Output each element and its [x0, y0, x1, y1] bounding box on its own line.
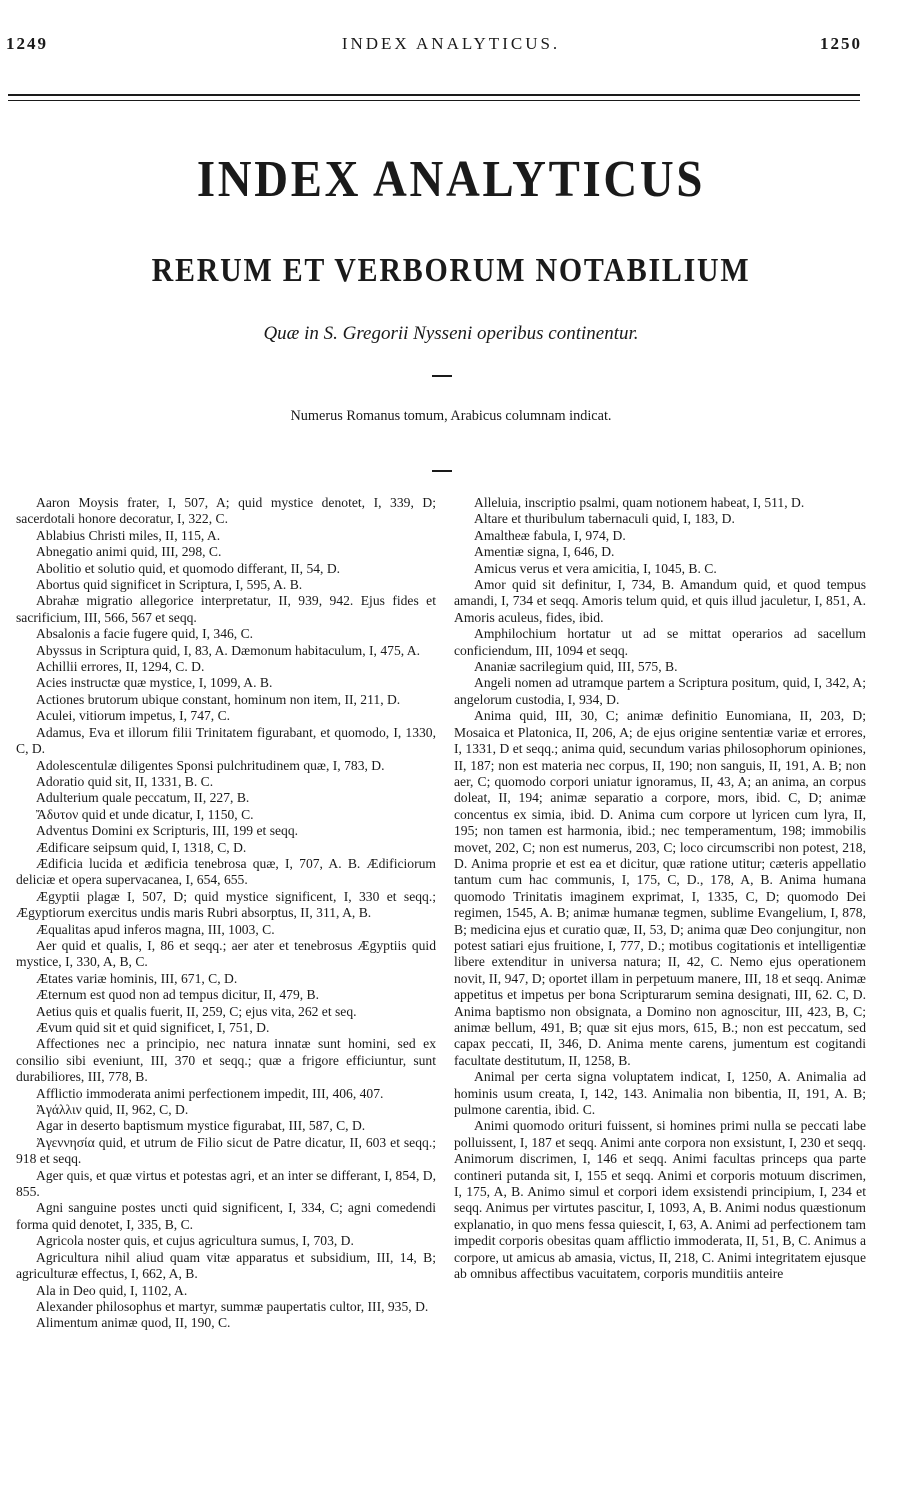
index-entry: Adolescentulæ diligentes Sponsi pulchritudinem quæ, I, 783, D.	[36, 757, 385, 773]
running-title: INDEX ANALYTICUS.	[341, 34, 561, 53]
index-entry: Absalonis a facie fugere quid, I, 346, C.	[36, 626, 254, 642]
index-entry: Ala in Deo quid, I, 1102, A.	[36, 1282, 188, 1298]
index-entry: Achillii errores, II, 1294, C. D.	[36, 659, 205, 675]
index-entry: Abrahæ migratio allegorice interpretatur, II, 939, 942. Ejus fides et sacrificium, III, 566, 567 et seqq.	[16, 593, 436, 625]
index-column-right	[454, 495, 866, 1490]
index-entry: Abyssus in Scriptura quid, I, 83, A. Dæmonum habitaculum, I, 475, A.	[36, 642, 421, 658]
header-rule	[8, 94, 860, 96]
index-entry: Alexander philosophus et martyr, summæ paupertatis cultor, III, 935, D.	[36, 1298, 429, 1314]
index-entry: Amentiæ signa, I, 646, D.	[474, 544, 615, 560]
index-entry: Amicus verus et vera amicitia, I, 1045, B. C.	[474, 560, 717, 576]
index-entry: Æternum est quod non ad tempus dicitur, II, 479, B.	[36, 987, 319, 1003]
index-entry: Affectiones nec a principio, nec natura innatæ sunt homini, sed ex consilio sibi eveniunt, III, 370 et seqq.; quæ a frigore efficiuntur, sunt durabiliores, III, 778, B.	[16, 1036, 436, 1085]
index-entry: Animi quomodo orituri fuissent, si homines primi nulla se peccati labe polluissent, I, 187 et seqq. Animi ante corpora non exsistunt, I, 230 et seqq. Animorum discrimen, I, 146 et seqq. Animi facultas princeps qua parte contineri putanda sit, I, 155 et seqq. Animi et corporis motuum discrimen, I, 175, A, B. Animo simul et corpori idem exsistendi principium, I, 234 et seqq. Animus per virtutes pascitur, I, 1093, A, B. Animi nodus quæstionum explanatio, in quo mens fessa quiescit, I, 63, A. Animi ad perfectionem tam impedit corporis obesitas quam afflictio immoderata, II, 51, B, C. Animus a corpore, ut amicus ab amasia, victus, II, 218, C. Animi integritatem ejusque ab omnibus affectibus vacuitatem, corporis munditiis anteire	[454, 1118, 866, 1282]
index-entry: Ager quis, et quæ virtus et potestas agri, et an inter se differant, I, 854, D, 855.	[16, 1167, 436, 1200]
index-entry: Ἀγάλλιν quid, II, 962, C, D.	[36, 1102, 189, 1118]
index-entry: Aetius quis et qualis fuerit, II, 259, C; ejus vita, 262 et seq.	[36, 1003, 357, 1019]
index-entry: Agricultura nihil aliud quam vitæ apparatus et subsidium, III, 14, B; agriculturæ effectus, I, 662, A, B.	[16, 1249, 436, 1282]
index-entry: Acies instructæ quæ mystice, I, 1099, A. B.	[36, 675, 273, 691]
index-entry: Anima quid, III, 30, C; animæ definitio Eunomiana, II, 203, D; Mosaica et Platonica, II, 206, A; de ejus origine sententiæ variæ et errores, I, 1331, D et seqq.; anima quid, secundum varias philosophorum opiniones, II, 187; non est materia nec corpus, II, 190; non sanguis, II, 191, A. B; non aer, C; quomodo corpori uniatur ignoramus, II, 43, A; an anima, an corpus doleat, II, 194; animæ separatio a corpore, mors, ibid. C, D; animæ concentus ex simia, ibid. D. Anima cum corpore ut lyricen cum lyra, II, 195; non tamen est harmonia, ibid.; nec temperamentum, 198; immobilis movet, 202, C; non est numerus, 203, C; loco circumscribi non potest, 218, D. Anima proprie et est ea et dicitur, quæ ratione utitur; cæteris appellatio tantum cum hac communis, I, 175, C, D., 178, A, B. Anima humana quomodo Trinitatis imaginem exprimat, I, 1335, C, D; quomodo Dei regimen, 1545, A. B; animæ humanæ tegmen, sublime Evangelium, I, 878, B; medicina ejus et curatio quæ, II, 53, D; anima quæ Deo conjungitur, non potest satiari ejus fruitione, I, 777, D.; motibus cogitationis et intelligentiæ libere extenditur in universa natura; II, 42, C. Nemo ejus operationem novit, II, 947, D; oportet illam in perpetuum manere, III, 18 et seqq. Animæ appetitus et impetus per bona Scripturarum semina designati, III, 62. C, D. Anima baptismo non obsignata, a Domino non agnoscitur, III, 423, B, C; animæ bellum, 491, B; quæ sit ejus mors, 615, B.; non est peccatum, sed capax peccati, II, 346, D. Anima mente carens, jumentum est cogitandi facultate destitutum, II, 1258, B.	[454, 708, 866, 1068]
index-entry: Ἄδυτον quid et unde dicatur, I, 1150, C.	[36, 806, 254, 822]
index-entry: Adventus Domini ex Scripturis, III, 199 et seqq.	[36, 823, 299, 839]
italic-subheading: Quæ in S. Gregorii Nysseni operibus continentur.	[263, 323, 639, 344]
index-entry: Ædificia lucida et ædificia tenebrosa quæ, I, 707, A. B. Ædificiorum deliciæ et opera supervacanea, I, 654, 655.	[16, 855, 436, 888]
index-entry: Ævum quid sit et quid significet, I, 751, D.	[36, 1020, 270, 1035]
index-entry: Ægyptii plagæ I, 507, D; quid mystice significent, I, 330 et seqq.; Ægyptiorum exercitus undis maris Rubri absorptus, II, 311, A, B.	[16, 888, 436, 921]
divider-dash	[432, 470, 452, 472]
index-entry: Angeli nomen ad utramque partem a Scriptura positum, quid, I, 342, A; angelorum custodia, I, 934, D.	[454, 675, 866, 707]
divider-dash	[432, 375, 452, 377]
index-entry: Ædificare seipsum quid, I, 1318, C, D.	[36, 839, 247, 855]
index-column-left	[16, 495, 436, 1490]
index-entry: Abolitio et solutio quid, et quomodo differant, II, 54, D.	[36, 560, 341, 576]
index-entry: Adoratio quid sit, II, 1331, B. C.	[36, 773, 214, 789]
index-entry: Amaltheæ fabula, I, 974, D.	[474, 527, 626, 543]
index-entry: Abortus quid significet in Scriptura, I, 595, A. B.	[36, 577, 303, 593]
index-entry: Afflictio immoderata animi perfectionem impedit, III, 406, 407.	[36, 1085, 384, 1101]
index-entry: Actiones brutorum ubique constant, hominum non item, II, 211, D.	[36, 691, 401, 707]
index-entry: Altare et thuribulum tabernaculi quid, I, 183, D.	[474, 511, 735, 527]
page-subtitle: RERUM ET VERBORUM NOTABILIUM	[151, 252, 751, 289]
index-entry: Adamus, Eva et illorum filii Trinitatem figurabant, et quomodo, I, 1330, C, D.	[16, 724, 436, 757]
index-entry: Alimentum animæ quod, II, 190, C.	[36, 1315, 231, 1331]
index-entry: Agricola noster quis, et cujus agricultura sumus, I, 703, D.	[36, 1233, 354, 1249]
index-entry: Abnegatio animi quid, III, 298, C.	[36, 544, 222, 560]
index-entry: Aaron Moysis frater, I, 507, A; quid mystice denotet, I, 339, D; sacerdotali honore decoratur, I, 322, C.	[16, 495, 436, 527]
column-number-left: 1249	[6, 34, 48, 53]
page-title: INDEX ANALYTICUS	[196, 151, 706, 208]
index-entry: Æqualitas apud inferos magna, III, 1003, C.	[36, 921, 275, 937]
index-entry: Aculei, vitiorum impetus, I, 747, C.	[36, 708, 231, 724]
index-entry: Agni sanguine postes uncti quid significent, I, 334, C; agni comedendi forma quid denotet, I, 335, B, C.	[16, 1200, 436, 1232]
index-entry: Ætates variæ hominis, III, 671, C, D.	[36, 970, 238, 986]
index-entry: Alleluia, inscriptio psalmi, quam notionem habeat, I, 511, D.	[474, 495, 805, 510]
index-entry: Ananiæ sacrilegium quid, III, 575, B.	[474, 659, 678, 675]
index-entry: Amphilochium hortatur ut ad se mittat operarios ad sacellum conficiendum, III, 1094 et seqq.	[454, 626, 866, 658]
index-entry: Ablabius Christi miles, II, 115, A.	[36, 527, 221, 543]
index-entry: Ἀγεννησία quid, et utrum de Filio sicut de Patre dicatur, II, 603 et seqq.; 918 et seqq.	[16, 1134, 436, 1167]
header-rule-thin	[8, 100, 860, 101]
index-entry: Aer quid et qualis, I, 86 et seqq.; aer ater et tenebrosus Ægyptiis quid mystice, I, 330, A, B, C.	[16, 937, 436, 970]
index-note: Numerus Romanus tomum, Arabicus columnam indicat.	[290, 408, 612, 424]
index-entry: Adulterium quale peccatum, II, 227, B.	[36, 790, 250, 806]
running-head	[0, 34, 902, 58]
index-entry: Amor quid sit definitur, I, 734, B. Amandum quid, et quod tempus amandi, I, 734 et seqq. Amoris telum quid, et quis illud jaculetur, I, 851, A. Amoris aculeus, fides, ibid.	[454, 577, 866, 625]
index-entry: Agar in deserto baptismum mystice figurabat, III, 587, C, D.	[36, 1118, 366, 1134]
column-number-right: 1250	[820, 34, 862, 53]
index-entry: Animal per certa signa voluptatem indicat, I, 1250, A. Animalia ad hominis usum creata, I, 142, 143. Animalia non bibentia, II, 191, A. B; pulmone carentia, ibid. C.	[454, 1069, 866, 1118]
